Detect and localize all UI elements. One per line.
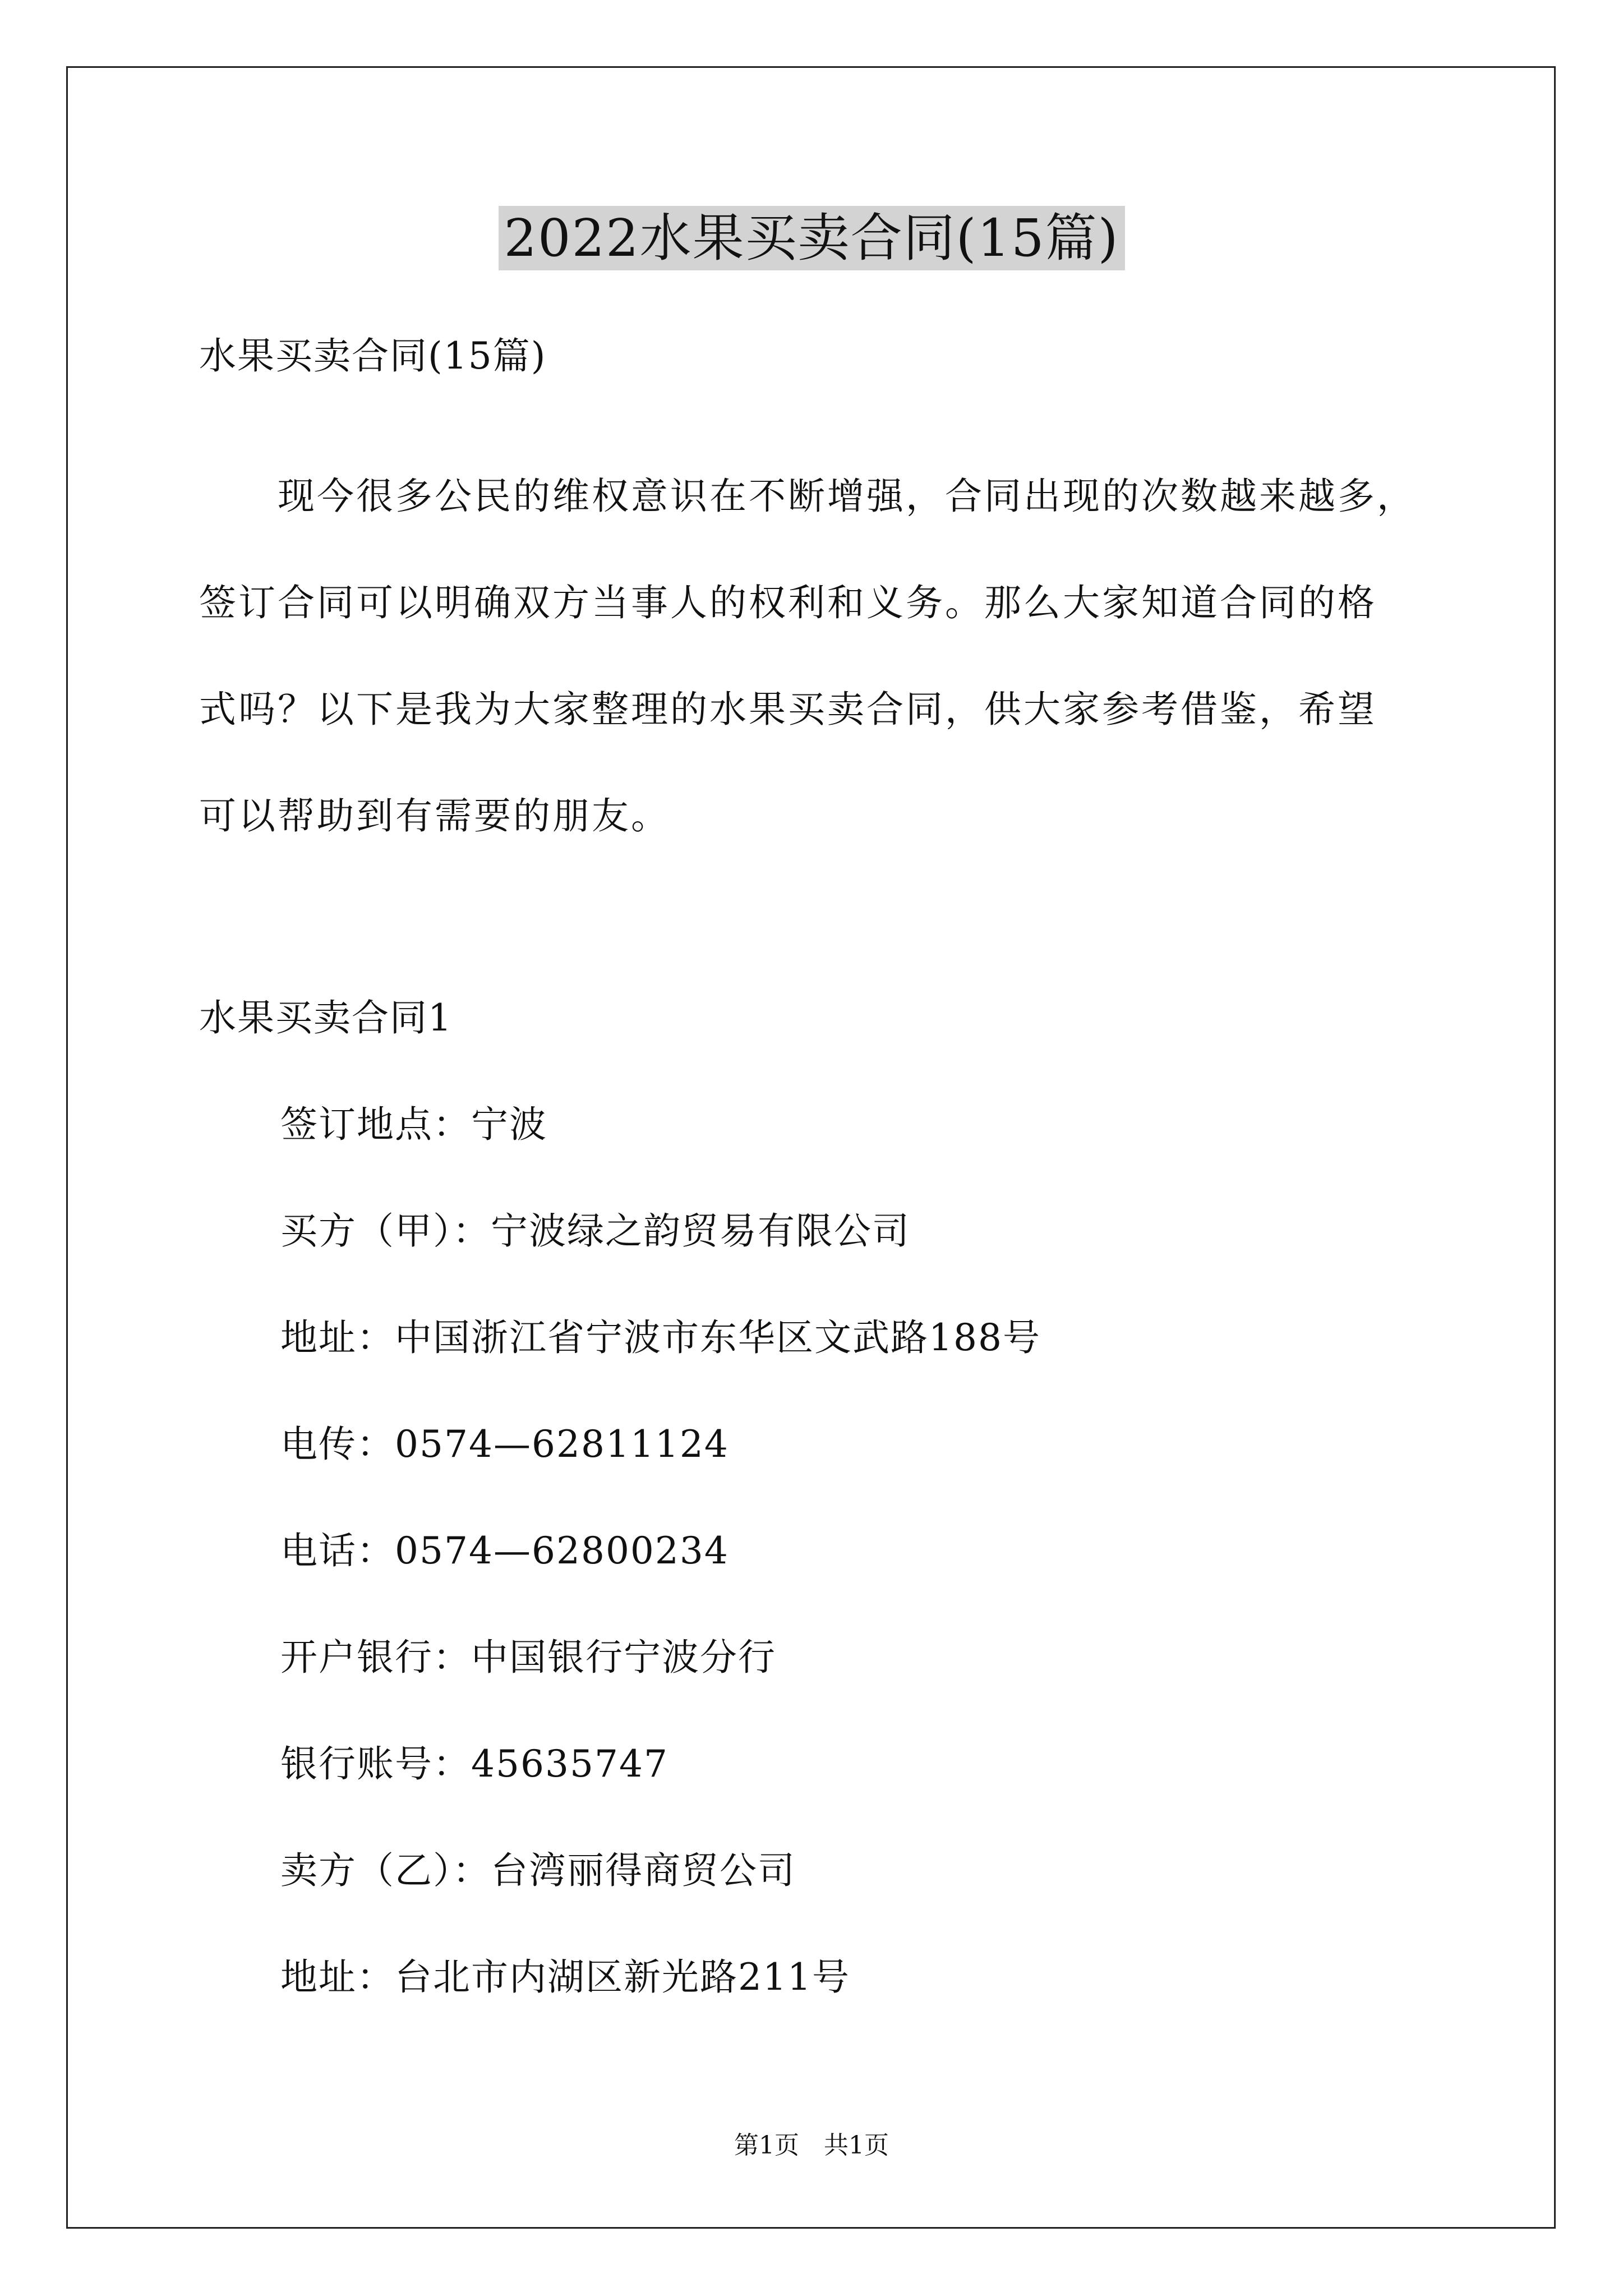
field-bank: 开户银行：中国银行宁波分行 [280, 1636, 776, 1679]
page-number-footer: 第1页 共1页 [734, 2131, 889, 2160]
field-telex: 电传：0574—62811124 [280, 1423, 729, 1466]
intro-line: 式吗？以下是我为大家整理的水果买卖合同，供大家参考借鉴，希望 [199, 688, 1377, 731]
intro-line: 现今很多公民的维权意识在不断增强，合同出现的次数越来越多， [199, 475, 1416, 518]
intro-line: 可以帮助到有需要的朋友。 [199, 794, 670, 838]
intro-paragraph [199, 443, 1455, 869]
intro-line: 签订合同可以明确双方当事人的权利和义务。那么大家知道合同的格 [199, 581, 1377, 624]
field-buyer: 买方（甲）：宁波绿之韵贸易有限公司 [280, 1209, 910, 1253]
document-subtitle: 水果买卖合同(15篇) [199, 334, 547, 378]
field-bank-account: 银行账号：45635747 [280, 1742, 668, 1786]
section-heading: 水果买卖合同1 [199, 996, 453, 1039]
field-signing-place: 签订地点：宁波 [280, 1103, 547, 1146]
field-seller-address: 地址：台北市内湖区新光路211号 [280, 1955, 850, 1999]
document-title-text: 2022水果买卖合同(15篇) [499, 206, 1125, 270]
field-phone: 电话：0574—62800234 [280, 1529, 729, 1572]
document-title [0, 202, 1623, 275]
field-buyer-address: 地址：中国浙江省宁波市东华区文武路188号 [280, 1316, 1041, 1359]
field-seller: 卖方（乙）：台湾丽得商贸公司 [280, 1849, 796, 1892]
